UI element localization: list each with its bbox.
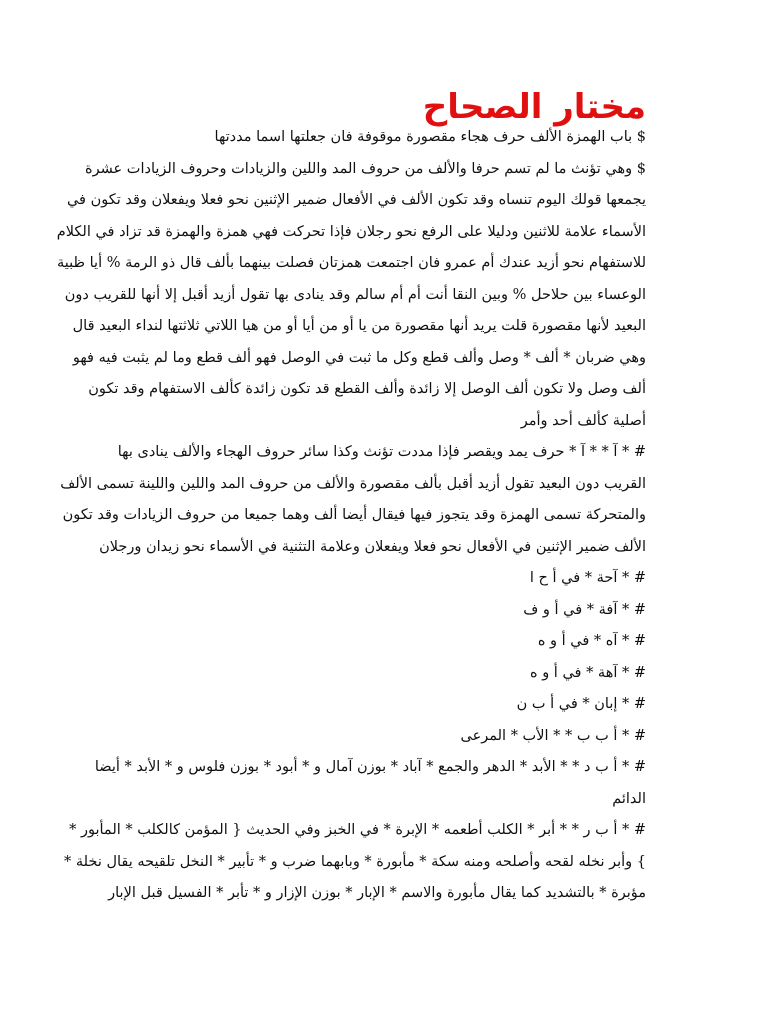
text-line: $ باب الهمزة الألف حرف هجاء مقصورة موقوفة فان جعلتها اسما مددتها <box>214 129 646 145</box>
text-line: } وأبر نخله لقحه وأصلحه ومنه سكة * مأبورة * وبابهما ضرب و * تأبير * النخل تلقيحه يقال نخلة * <box>64 853 646 870</box>
paragraph <box>132 122 646 154</box>
text-line: القريب دون البعيد تقول أزيد أقبل بألف مقصورة والألف من حروف المد واللين واللينة تسمى الألف <box>60 475 646 492</box>
text-line: # * أ ب د * * الأبد * الدهر والجمع * آباد * بوزن آمال و * أبود * بوزن فلوس و * الأبد * أيضا <box>94 759 646 775</box>
document-body <box>56 122 646 910</box>
paragraph <box>132 721 646 753</box>
paragraph <box>132 658 646 690</box>
text-line: # * إبان * في أ ب ن <box>516 696 646 712</box>
page-title: مختار الصحاح <box>422 87 646 127</box>
text-line: البعيد لأنها مقصورة قلت يريد أنها مقصورة من يا أو من أيا أو من هيا اللاتي ثلاثتها لنداء البعيد قال <box>72 318 646 334</box>
text-line: # * أ ب ب * * الأب * المرعى <box>460 727 646 744</box>
text-line: ألف وصل ولا تكون ألف الوصل إلا زائدة وألف القطع قد تكون زائدة كألف الاستفهام وقد تكون <box>88 381 646 397</box>
text-line: # * آ * * آ * حرف يمد ويقصر فإذا مددت تؤنث وكذا سائر حروف الهجاء والألف ينادى بها <box>117 444 646 460</box>
text-line: # * آحة * في أ ح ا <box>529 570 646 586</box>
text-line: يجمعها قولك اليوم تنساه وقد تكون الألف في الأفعال ضمير الإثنين نحو فعلا ويفعلان وقد تكون في <box>66 192 646 208</box>
paragraph <box>132 626 646 658</box>
paragraph <box>132 595 646 627</box>
text-line: # * آه * في أ و ه <box>537 633 646 649</box>
text-line: للاستفهام نحو أزيد عندك أم عمرو فان اجتمعت همزتان فصلت بينهما بألف قال ذو الرمة % أيا ظبية <box>56 255 646 271</box>
text-line: أصلية كألف أحد وأمر <box>520 412 646 429</box>
text-line: والمتحركة تسمى الهمزة وقد يتجوز فيها فيقال أيضا ألف وهما جميعا من حروف الزيادات وقد تكون <box>62 507 646 523</box>
text-line: # * أ ب ر * * أبر * الكلب أطعمه * الإبرة * في الخبز وفي الحديث { المؤمن كالكلب * المأبور * <box>69 822 646 838</box>
paragraph <box>60 437 646 563</box>
text-line: # * آفة * في أ و ف <box>523 601 646 618</box>
paragraph <box>64 815 646 910</box>
text-line: الوعساء بين حلاحل % وبين النقا أنت أم أم سالم وقد ينادى بها تقول أزيد أقبل إلا أنها للقريب دون <box>64 286 646 303</box>
text-line: الدائم <box>612 790 646 807</box>
paragraph <box>132 563 646 595</box>
text-line: الألف ضمير الإثنين في الأفعال نحو فعلا ويفعلان وعلامة التثنية في الأسماء نحو زيدان ورجلان <box>99 538 646 555</box>
text-line: الأسماء علامة للاثنين ودليلا على الرفع نحو رجلان فإذا تحركت فهي همزة والهمزة قد تزاد في الكلام <box>56 223 646 240</box>
paragraph <box>56 154 646 438</box>
text-line: # * آهة * في أ و ه <box>529 664 646 681</box>
paragraph <box>94 752 646 815</box>
text-line: وهي ضربان * ألف * وصل وألف قطع وكل ما ثبت في الوصل فهو ألف قطع وما لم يثبت فيه فهو <box>72 349 646 366</box>
text-line: $ وهي تؤنث ما لم تسم حرفا والألف من حروف المد واللين والزيادات وحروف الزيادات عشرة <box>85 160 646 177</box>
text-line: مؤبرة * بالتشديد كما يقال مأبورة والاسم * الإبار * بوزن الإزار و * تأبر * الفسيل قبل الإبار <box>108 885 646 901</box>
paragraph <box>132 689 646 721</box>
